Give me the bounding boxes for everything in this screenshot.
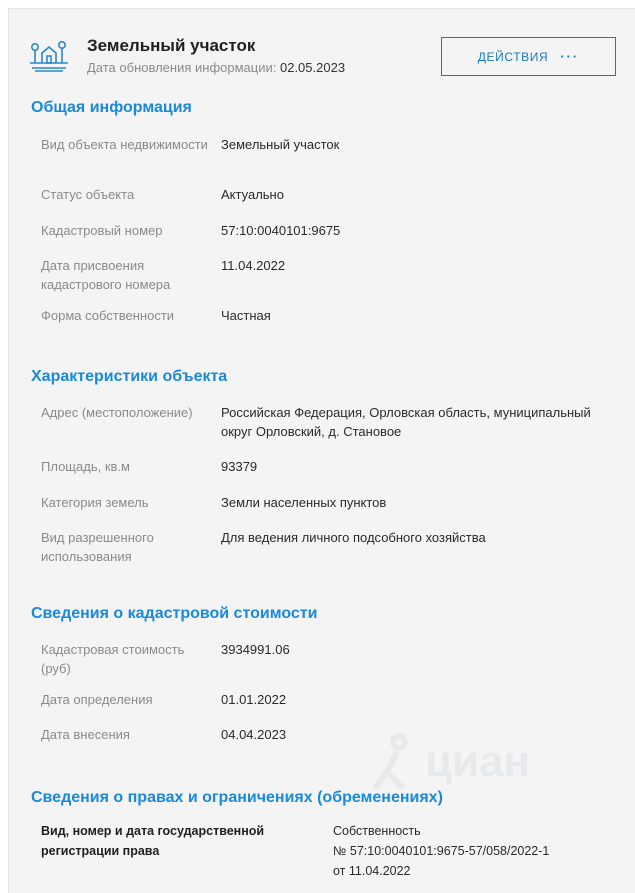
page-title: Земельный участок	[87, 36, 256, 55]
info-label: Площадь, кв.м	[41, 459, 130, 474]
actions-button-label: ДЕЙСТВИЯ	[477, 49, 549, 64]
info-label: Дата внесения	[41, 727, 130, 742]
rights-date: от 11.04.2022	[333, 864, 411, 878]
land-plot-icon	[29, 39, 69, 73]
rights-number: № 57:10:0040101:9675-57/058/2022-1	[333, 844, 550, 858]
info-value: Актуально	[221, 187, 284, 202]
section-title-characteristics: Характеристики объекта	[31, 368, 228, 385]
info-label: Категория земель	[41, 495, 149, 510]
more-dots-icon: ···	[560, 49, 580, 64]
info-value: 93379	[221, 459, 258, 474]
section-title-cadastral-value: Сведения о кадастровой стоимости	[31, 605, 318, 622]
update-date-value: 02.05.2023	[279, 60, 346, 75]
rights-type: Собственность	[333, 824, 421, 838]
info-value: 01.01.2022	[221, 692, 287, 707]
info-value: Земли населенных пунктов	[221, 495, 387, 510]
actions-button[interactable]	[441, 37, 616, 76]
section-title-rights: Сведения о правах и ограничениях (обременениях)	[31, 789, 443, 806]
update-date-label: Дата обновления информации:	[87, 60, 277, 75]
section-title-general: Общая информация	[31, 99, 192, 116]
info-value: Частная	[221, 308, 271, 323]
info-label: Дата присвоения кадастрового номера	[41, 258, 171, 292]
info-label: Кадастровая стоимость (руб)	[41, 642, 185, 676]
info-label: Кадастровый номер	[41, 223, 163, 238]
info-value: 11.04.2022	[221, 258, 286, 273]
info-value: Для ведения личного подсобного хозяйства	[221, 530, 486, 545]
property-card	[8, 8, 635, 893]
info-label: Дата определения	[41, 692, 153, 707]
update-date	[87, 60, 345, 75]
info-value: 04.04.2023	[221, 727, 287, 742]
card-header	[29, 35, 619, 95]
info-label: Форма собственности	[41, 308, 175, 323]
info-value: 3934991.06	[221, 642, 290, 657]
rights-label: Вид, номер и дата государственной регистрации права	[41, 824, 265, 858]
info-value: 57:10:0040101:9675	[221, 223, 341, 238]
rights-value	[333, 821, 603, 881]
watermark-text: циан	[425, 737, 531, 786]
info-label: Адрес (местоположение)	[41, 405, 193, 420]
info-label: Вид разрешенного использования	[41, 530, 154, 564]
info-label: Вид объекта недвижимости	[41, 137, 208, 152]
info-value: Земельный участок	[221, 137, 340, 152]
info-value: Российская Федерация, Орловская область, муниципальный округ Орловский, д. Становое	[221, 405, 591, 439]
info-label: Статус объекта	[41, 187, 135, 202]
